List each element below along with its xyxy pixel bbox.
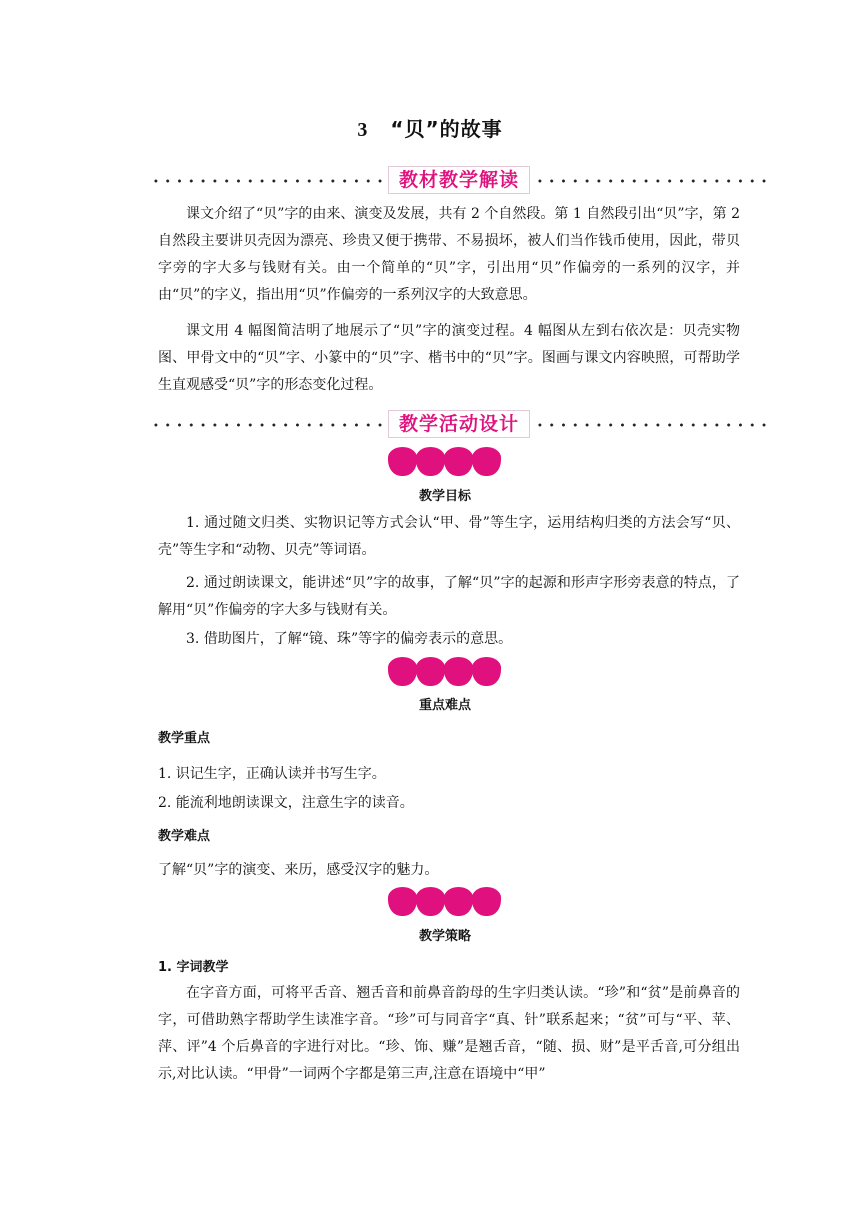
section-banner-row [150, 166, 770, 196]
petal-icon [416, 447, 445, 476]
section-banner: 教学活动设计 [388, 410, 530, 438]
dotted-divider [534, 423, 770, 427]
section-banner: 教材教学解读 [388, 166, 530, 194]
petal-icon [472, 657, 501, 686]
dotted-divider [150, 179, 386, 183]
lesson-title: “贝”的故事 [390, 117, 503, 141]
petal-icon [472, 887, 501, 916]
petal-ornament [388, 657, 502, 687]
subsection-title: 教学目标 [418, 489, 471, 504]
goal-item: 2. 通过朗读课文，能讲述“贝”字的故事，了解“贝”字的起源和形声字形旁表意的特点，了解用“贝”作偏旁的字大多与钱财有关。 [158, 575, 740, 618]
difficulty-text: 了解“贝”字的演变、来历，感受汉字的魅力。 [158, 862, 439, 878]
difficulty-heading: 教学难点 [158, 829, 211, 844]
section-banner-row [150, 410, 770, 440]
petal-icon [388, 447, 417, 476]
subsection-title: 重点难点 [418, 698, 471, 713]
page-title [0, 113, 860, 142]
petal-icon [472, 447, 501, 476]
petal-icon [388, 887, 417, 916]
body-paragraph: 课文用 4 幅图简洁明了地展示了“贝”字的演变过程。4 幅图从左到右依次是：贝壳实物图、甲骨文中的“贝”字、小篆中的“贝”字、楷书中的“贝”字。图画与课文内容映照，可帮助学生直观感受“贝”字的形态变化过程。 [158, 323, 740, 393]
subsection-title: 教学策略 [418, 929, 471, 944]
goal-item: 3. 借助图片，了解“镜、珠”等字的偏旁表示的意思。 [186, 631, 513, 647]
petal-ornament [388, 447, 502, 477]
lesson-number: 3 [357, 119, 369, 141]
dotted-divider [150, 423, 386, 427]
petal-icon [444, 657, 473, 686]
petal-icon [416, 887, 445, 916]
petal-icon [444, 887, 473, 916]
body-paragraph: 课文介绍了“贝”字的由来、演变及发展，共有 2 个自然段。第 1 自然段引出“贝”字，第 2 自然段主要讲贝壳因为漂亮、珍贵又便于携带、不易损坏，被人们当作钱币使用，因此，带贝字旁的字大多与钱财有关。由一个简单的“贝”字，引出用“贝”作偏旁的一系列的汉字，并由“贝”的字义，指出用“贝”作偏旁的一系列汉字的大致意思。 [158, 206, 740, 303]
focus-item: 1. 识记生字，正确认读并书写生字。 [158, 766, 386, 782]
petal-icon [416, 657, 445, 686]
goal-item: 1. 通过随文归类、实物识记等方式会认“甲、骨”等生字，运用结构归类的方法会写“贝、壳”等生字和“动物、贝壳”等词语。 [158, 515, 740, 558]
petal-icon [444, 447, 473, 476]
petal-icon [388, 657, 417, 686]
strategy-heading: 1. 字词教学 [158, 960, 229, 975]
strategy-paragraph: 在字音方面，可将平舌音、翘舌音和前鼻音韵母的生字归类认读。“珍”和“贫”是前鼻音的字，可借助熟字帮助学生读准字音。“珍”可与同音字“真、针”联系起来；“贫”可与“平、苹、萍、评”4 个后鼻音的字进行对比。“珍、饰、赚”是翘舌音，“随、损、财”是平舌音,可分组出示,对比认读。“甲骨”一词两个字都是第三声,注意在语境中“甲” [158, 985, 740, 1082]
petal-ornament [388, 887, 502, 917]
focus-heading: 教学重点 [158, 731, 211, 746]
dotted-divider [534, 179, 770, 183]
focus-item: 2. 能流利地朗读课文，注意生字的读音。 [158, 795, 414, 811]
